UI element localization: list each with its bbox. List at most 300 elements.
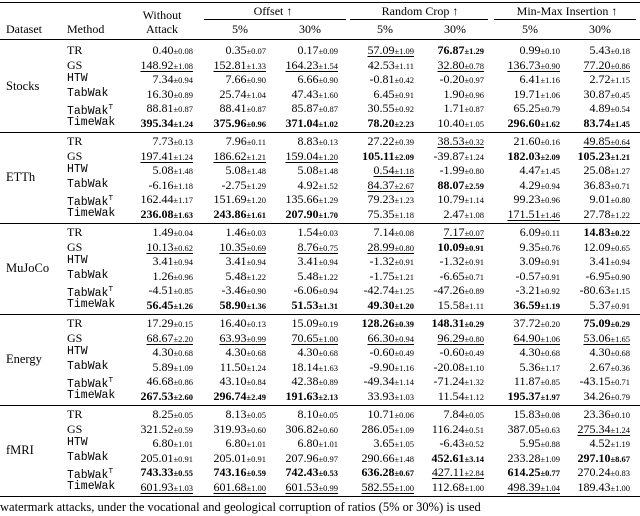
cell-std: ±1.18 — [394, 210, 414, 220]
method-name: TabWak — [67, 450, 109, 464]
cell-std: ±0.49 — [464, 348, 484, 359]
table-cell — [507, 480, 560, 495]
table-cell — [439, 436, 484, 451]
cell-value: 11.50 — [219, 359, 247, 374]
table-cell — [225, 345, 266, 360]
cell-std: ±0.03 — [318, 228, 338, 238]
cell-value: 452.61 — [431, 450, 465, 465]
cell-std: ±0.22 — [610, 228, 630, 238]
table-cell — [369, 254, 414, 269]
table-cell — [519, 72, 560, 87]
method-name: GS — [67, 421, 83, 436]
cell-std: ±1.29 — [464, 46, 484, 56]
table-cell — [221, 283, 266, 298]
table-cell — [361, 316, 414, 331]
cell-value: 601.93 — [140, 480, 174, 494]
table-cell — [507, 149, 560, 164]
cell-std: ±0.59 — [246, 468, 266, 479]
table-cell — [152, 72, 193, 87]
cmid-random-crop — [350, 19, 488, 20]
cell-value: 56.45 — [146, 298, 174, 312]
table-cell — [221, 178, 266, 193]
cell-std: ±8.67 — [610, 453, 630, 464]
table-cell — [439, 254, 484, 269]
cell-value: 58.90 — [219, 298, 247, 312]
cell-value: 76.87 — [437, 43, 465, 57]
cell-std: ±1.08 — [464, 210, 484, 220]
table-cell — [285, 149, 338, 164]
cell-std: ±1.65 — [610, 333, 630, 344]
cell-value: 297.10 — [577, 450, 611, 465]
cell-value: 25.74 — [219, 86, 247, 101]
method-name: TabWak — [67, 469, 109, 483]
table-cell — [433, 149, 484, 164]
table-cell — [225, 163, 266, 178]
cell-value: 1.49 — [152, 225, 174, 239]
cell-value: 42.53 — [367, 57, 395, 72]
table-cell — [515, 283, 560, 298]
cell-value: 18.14 — [291, 359, 319, 374]
cell-std: ±1.22 — [246, 271, 266, 282]
cell-value: 15.09 — [291, 316, 319, 330]
table-cell — [367, 298, 414, 313]
cell-std: ±0.94 — [318, 257, 338, 268]
cell-std: ±0.89 — [464, 286, 484, 297]
cell-std: ±0.54 — [610, 104, 630, 115]
cell-std: ±0.71 — [464, 271, 484, 282]
table-cell — [583, 116, 630, 131]
table-cell — [297, 225, 338, 240]
header-method: Method — [67, 22, 105, 36]
cell-value: 3.41 — [225, 254, 247, 269]
table-cell — [433, 283, 484, 298]
cell-std: ±1.63 — [173, 210, 193, 220]
cell-std: ±0.80 — [610, 195, 630, 206]
table-cell — [367, 43, 414, 58]
cell-value: 12.09 — [583, 239, 611, 254]
table-cell — [589, 254, 630, 269]
cell-std: ±0.89 — [173, 89, 193, 100]
cell-value: 57.09 — [367, 43, 395, 57]
cell-value: 2.72 — [589, 72, 611, 87]
cell-value: -6.65 — [439, 268, 465, 283]
cell-value: 6.45 — [373, 86, 395, 101]
table-cell — [219, 374, 266, 389]
cell-value: 11.87 — [513, 374, 541, 389]
cell-std: ±3.14 — [464, 453, 484, 464]
table-cell — [213, 465, 266, 480]
cell-value: 5.37 — [589, 298, 611, 312]
cell-std: ±1.00 — [318, 333, 338, 344]
cell-std: ±0.29 — [610, 319, 630, 329]
table-cell — [219, 101, 266, 116]
table-cell — [285, 192, 338, 207]
cell-value: 9.01 — [589, 192, 611, 207]
method-name: GS — [67, 57, 83, 72]
table-cell — [361, 422, 414, 437]
cell-value: 296.74 — [213, 389, 247, 403]
cell-std: ±1.08 — [173, 60, 193, 71]
method-label — [67, 43, 82, 57]
cell-value: 10.35 — [219, 239, 247, 254]
header-group-random-crop: Random Crop ↑ — [381, 4, 459, 18]
cell-std: ±0.91 — [464, 257, 484, 268]
cell-std: ±1.01 — [318, 439, 338, 450]
cell-std: ±1.02 — [318, 119, 338, 129]
cell-value: 136.73 — [507, 57, 541, 72]
table-cell — [577, 480, 630, 495]
table-cell — [589, 72, 630, 87]
cell-std: ±1.46 — [540, 210, 560, 220]
table-cell — [367, 389, 414, 404]
cell-std: ±1.00 — [464, 483, 484, 493]
cell-value: -1.32 — [369, 254, 395, 269]
method-label — [67, 134, 82, 148]
cell-std: ±1.00 — [610, 483, 630, 493]
table-cell — [225, 72, 266, 87]
cell-value: 159.04 — [285, 148, 319, 163]
cell-std: ±1.06 — [540, 89, 560, 100]
cell-value: 30.87 — [583, 86, 611, 101]
cell-value: -6.06 — [293, 283, 319, 298]
cell-value: 171.51 — [507, 207, 541, 221]
cell-std: ±1.17 — [540, 362, 560, 373]
cell-std: ±0.91 — [610, 301, 630, 311]
method-name: TabWak — [67, 86, 109, 100]
cell-std: ±0.68 — [173, 348, 193, 359]
cell-value: 2.47 — [443, 207, 465, 221]
table-cell — [437, 331, 484, 346]
cell-std: ±0.92 — [540, 286, 560, 297]
cell-std: ±0.94 — [540, 180, 560, 191]
table-cell — [438, 298, 484, 313]
method-label — [67, 163, 88, 177]
cell-std: ±1.31 — [318, 301, 338, 311]
method-label — [67, 225, 82, 239]
method-name: HTW — [67, 254, 88, 268]
cell-value: 10.09 — [437, 239, 465, 254]
cell-value: 10.79 — [437, 192, 465, 207]
cell-std: ±0.10 — [610, 410, 630, 420]
cell-std: ±0.87 — [246, 104, 266, 115]
cell-value: 10.13 — [146, 239, 174, 254]
cell-std: ±2.23 — [394, 119, 414, 129]
table-cell — [213, 192, 266, 207]
method-label — [67, 58, 82, 72]
cell-value: 34.26 — [583, 389, 611, 403]
cell-std: ±1.03 — [173, 483, 193, 493]
table-cell — [373, 436, 414, 451]
table-cell — [285, 422, 338, 437]
table-cell — [152, 345, 193, 360]
cell-std: ±2.84 — [464, 468, 484, 479]
cell-std: ±0.80 — [464, 166, 484, 177]
cell-value: 99.23 — [513, 192, 541, 207]
cell-std: ±0.80 — [464, 333, 484, 344]
cell-std: ±0.68 — [540, 348, 560, 359]
method-name: TimeWak — [67, 389, 116, 402]
cell-value: -0.20 — [439, 72, 465, 87]
cell-value: 5.08 — [225, 163, 247, 178]
cell-std: ±0.29 — [464, 319, 484, 329]
table-cell — [146, 87, 193, 102]
cell-value: -49.34 — [363, 374, 395, 389]
cell-value: 3.65 — [373, 436, 395, 451]
cell-value: 742.43 — [285, 465, 319, 480]
table-cell — [146, 101, 193, 116]
table-cell — [291, 87, 338, 102]
cell-std: ±1.52 — [318, 180, 338, 191]
table-cell — [585, 269, 630, 284]
cell-std: ±2.67 — [394, 180, 414, 191]
cell-value: 3.41 — [152, 254, 174, 269]
cell-std: ±1.48 — [246, 166, 266, 177]
cell-std: ±1.05 — [464, 119, 484, 129]
cell-std: ±0.71 — [610, 180, 630, 191]
table-cell — [361, 465, 414, 480]
table-cell — [140, 480, 193, 495]
method-label — [67, 207, 115, 221]
cell-std: ±1.97 — [540, 392, 560, 402]
table-cell — [519, 240, 560, 255]
header-sub: 5% — [377, 22, 393, 36]
cell-std: ±1.00 — [394, 483, 414, 493]
cell-std: ±0.63 — [540, 424, 560, 435]
cell-value: 21.60 — [513, 134, 541, 148]
cell-std: ±0.55 — [173, 468, 193, 479]
cell-std: ±0.10 — [540, 46, 560, 56]
table-cell — [513, 101, 560, 116]
cell-value: 16.40 — [219, 316, 247, 330]
cell-std: ±0.96 — [464, 89, 484, 100]
cell-std: ±0.08 — [540, 410, 560, 420]
cell-value: 4.29 — [519, 177, 541, 192]
cell-std: ±0.11 — [246, 137, 266, 147]
cell-value: 6.80 — [152, 436, 174, 451]
cell-value: 582.55 — [361, 480, 395, 494]
table-cell — [514, 374, 560, 389]
cell-std: ±1.21 — [610, 151, 630, 162]
table-cell — [152, 269, 193, 284]
cell-std: ±1.04 — [246, 89, 266, 100]
cell-value: 395.34 — [140, 116, 174, 130]
table-cell — [583, 58, 630, 73]
cell-value: 267.53 — [140, 389, 174, 403]
table-cell — [369, 269, 414, 284]
cell-std: ±0.59 — [173, 424, 193, 435]
cell-value: 4.47 — [519, 163, 541, 178]
table-cell — [220, 360, 266, 375]
cell-value: 16.30 — [146, 86, 174, 101]
method-name: TimeWak — [67, 116, 116, 129]
cell-std: ±0.99 — [318, 483, 338, 493]
cell-value: -39.87 — [433, 148, 465, 163]
cell-value: 195.37 — [507, 389, 541, 403]
cell-value: 207.90 — [285, 207, 319, 221]
table-cell — [291, 360, 338, 375]
cell-std: ±2.49 — [246, 392, 266, 402]
table-cell — [589, 345, 630, 360]
cell-value: -6.43 — [439, 436, 465, 451]
cell-value: -80.63 — [579, 283, 611, 298]
table-cell — [213, 149, 266, 164]
header-group-offset: Offset ↑ — [253, 4, 293, 18]
cell-std: ±0.68 — [246, 348, 266, 359]
cell-std: ±1.19 — [540, 301, 560, 311]
cell-std: ±0.65 — [610, 242, 630, 253]
cell-value: 70.65 — [291, 330, 319, 345]
header-sub: 30% — [589, 22, 611, 36]
table-cell — [432, 480, 484, 495]
table-cell — [285, 207, 338, 222]
cell-std: ±0.78 — [464, 60, 484, 71]
cell-value: 36.83 — [583, 177, 611, 192]
cell-std: ±1.20 — [246, 195, 266, 206]
method-superscript: ⊤ — [108, 467, 114, 477]
table-cell — [293, 283, 338, 298]
cell-value: 135.66 — [285, 192, 319, 207]
cell-std: ±2.60 — [173, 392, 193, 402]
cell-value: -6.95 — [585, 268, 611, 283]
cell-std: ±0.51 — [464, 424, 484, 435]
table-cell — [152, 163, 193, 178]
cell-value: 75.09 — [583, 316, 611, 330]
header-dataset: Dataset — [6, 22, 42, 36]
cell-value: 96.29 — [437, 330, 465, 345]
method-superscript: ⊤ — [108, 194, 114, 204]
cell-value: 88.81 — [146, 101, 174, 116]
cell-value: 6.09 — [519, 225, 541, 239]
table-cell — [297, 345, 338, 360]
table-cell — [225, 407, 266, 422]
cell-value: 53.06 — [583, 330, 611, 345]
cell-value: 4.92 — [297, 177, 319, 192]
table-cell — [146, 316, 193, 331]
table-cell — [577, 465, 630, 480]
cell-value: -47.26 — [433, 283, 465, 298]
cell-std: ±1.12 — [464, 392, 484, 402]
table-cell — [437, 240, 484, 255]
cell-value: 83.74 — [583, 116, 611, 130]
cell-std: ±1.45 — [540, 166, 560, 177]
cell-value: 23.36 — [583, 407, 611, 421]
dataset-label: Energy — [6, 351, 42, 366]
table-cell — [148, 178, 193, 193]
cell-value: 77.20 — [583, 57, 611, 72]
table-cell — [213, 116, 266, 131]
cell-value: 38.53 — [437, 134, 465, 148]
cell-value: 30.55 — [367, 101, 395, 116]
cell-std: ±0.90 — [540, 60, 560, 71]
table-cell — [583, 163, 630, 178]
cell-value: 148.92 — [140, 57, 174, 72]
dataset-label: fMRI — [6, 442, 34, 457]
cell-std: ±1.23 — [394, 195, 414, 206]
method-name: HTW — [67, 345, 88, 359]
cell-std: ±0.20 — [540, 319, 560, 329]
header-group-minmax: Min-Max Insertion ↑ — [516, 4, 618, 18]
cmid-offset — [204, 19, 346, 20]
cell-value: 8.83 — [297, 134, 319, 148]
cell-std: ±1.26 — [173, 301, 193, 311]
table-cell — [583, 207, 630, 222]
table-cell — [439, 269, 484, 284]
cell-value: 286.05 — [361, 421, 395, 436]
table-cell — [519, 43, 560, 58]
cell-std: ±0.91 — [464, 242, 484, 253]
cell-value: 14.83 — [583, 225, 611, 239]
table-cell — [373, 163, 414, 178]
cell-std: ±1.06 — [540, 333, 560, 344]
table-cell — [579, 374, 630, 389]
cell-value: 6.41 — [519, 72, 541, 87]
cell-value: 243.86 — [213, 207, 247, 221]
cell-value: 128.26 — [361, 316, 395, 330]
table-cell — [363, 283, 414, 298]
cell-value: 1.71 — [443, 101, 465, 116]
cell-value: -0.81 — [369, 72, 395, 87]
cell-std: ±1.48 — [173, 166, 193, 177]
cell-value: 25.08 — [583, 163, 611, 178]
cell-value: 19.71 — [513, 86, 541, 101]
cell-std: ±0.08 — [394, 228, 414, 238]
header-rule — [0, 39, 640, 40]
cell-std: ±0.36 — [610, 362, 630, 373]
cell-std: ±0.94 — [394, 333, 414, 344]
method-label — [67, 316, 82, 330]
table-cell — [433, 374, 484, 389]
table-cell — [297, 436, 338, 451]
cell-std: ±0.96 — [173, 271, 193, 282]
method-label — [67, 422, 82, 436]
cell-std: ±2.09 — [540, 151, 560, 162]
cell-value: 614.25 — [507, 465, 541, 480]
cell-std: ±1.14 — [394, 377, 414, 388]
table-cell — [433, 360, 484, 375]
method-superscript: ⊤ — [108, 376, 114, 386]
cell-std: ±0.04 — [173, 228, 193, 238]
table-cell — [507, 422, 560, 437]
cell-value: 319.93 — [213, 421, 247, 436]
table-cell — [589, 360, 630, 375]
table-cell — [513, 407, 560, 422]
cell-std: ±1.22 — [318, 271, 338, 282]
cell-value: 27.22 — [367, 134, 395, 148]
table-cell — [285, 58, 338, 73]
method-name: GS — [67, 148, 83, 163]
table-cell — [437, 178, 484, 193]
table-cell — [431, 451, 484, 466]
cell-std: ±1.20 — [394, 301, 414, 311]
table-cell — [291, 298, 338, 313]
cell-std: ±1.18 — [173, 180, 193, 191]
method-name: TR — [67, 407, 83, 421]
cell-value: 3.41 — [589, 254, 611, 269]
cell-value: 275.34 — [577, 421, 611, 436]
table-cell — [443, 87, 484, 102]
cell-std: ±0.88 — [540, 439, 560, 450]
cell-value: 0.99 — [519, 43, 541, 57]
cell-std: ±0.96 — [246, 119, 266, 129]
cell-value: 49.85 — [583, 134, 611, 148]
cell-std: ±0.85 — [540, 377, 560, 388]
cell-std: ±1.05 — [394, 439, 414, 450]
method-label — [67, 87, 108, 101]
table-cell — [140, 465, 193, 480]
cell-value: 186.62 — [213, 148, 247, 163]
table-cell — [140, 389, 193, 404]
cell-std: ±0.49 — [394, 348, 414, 359]
